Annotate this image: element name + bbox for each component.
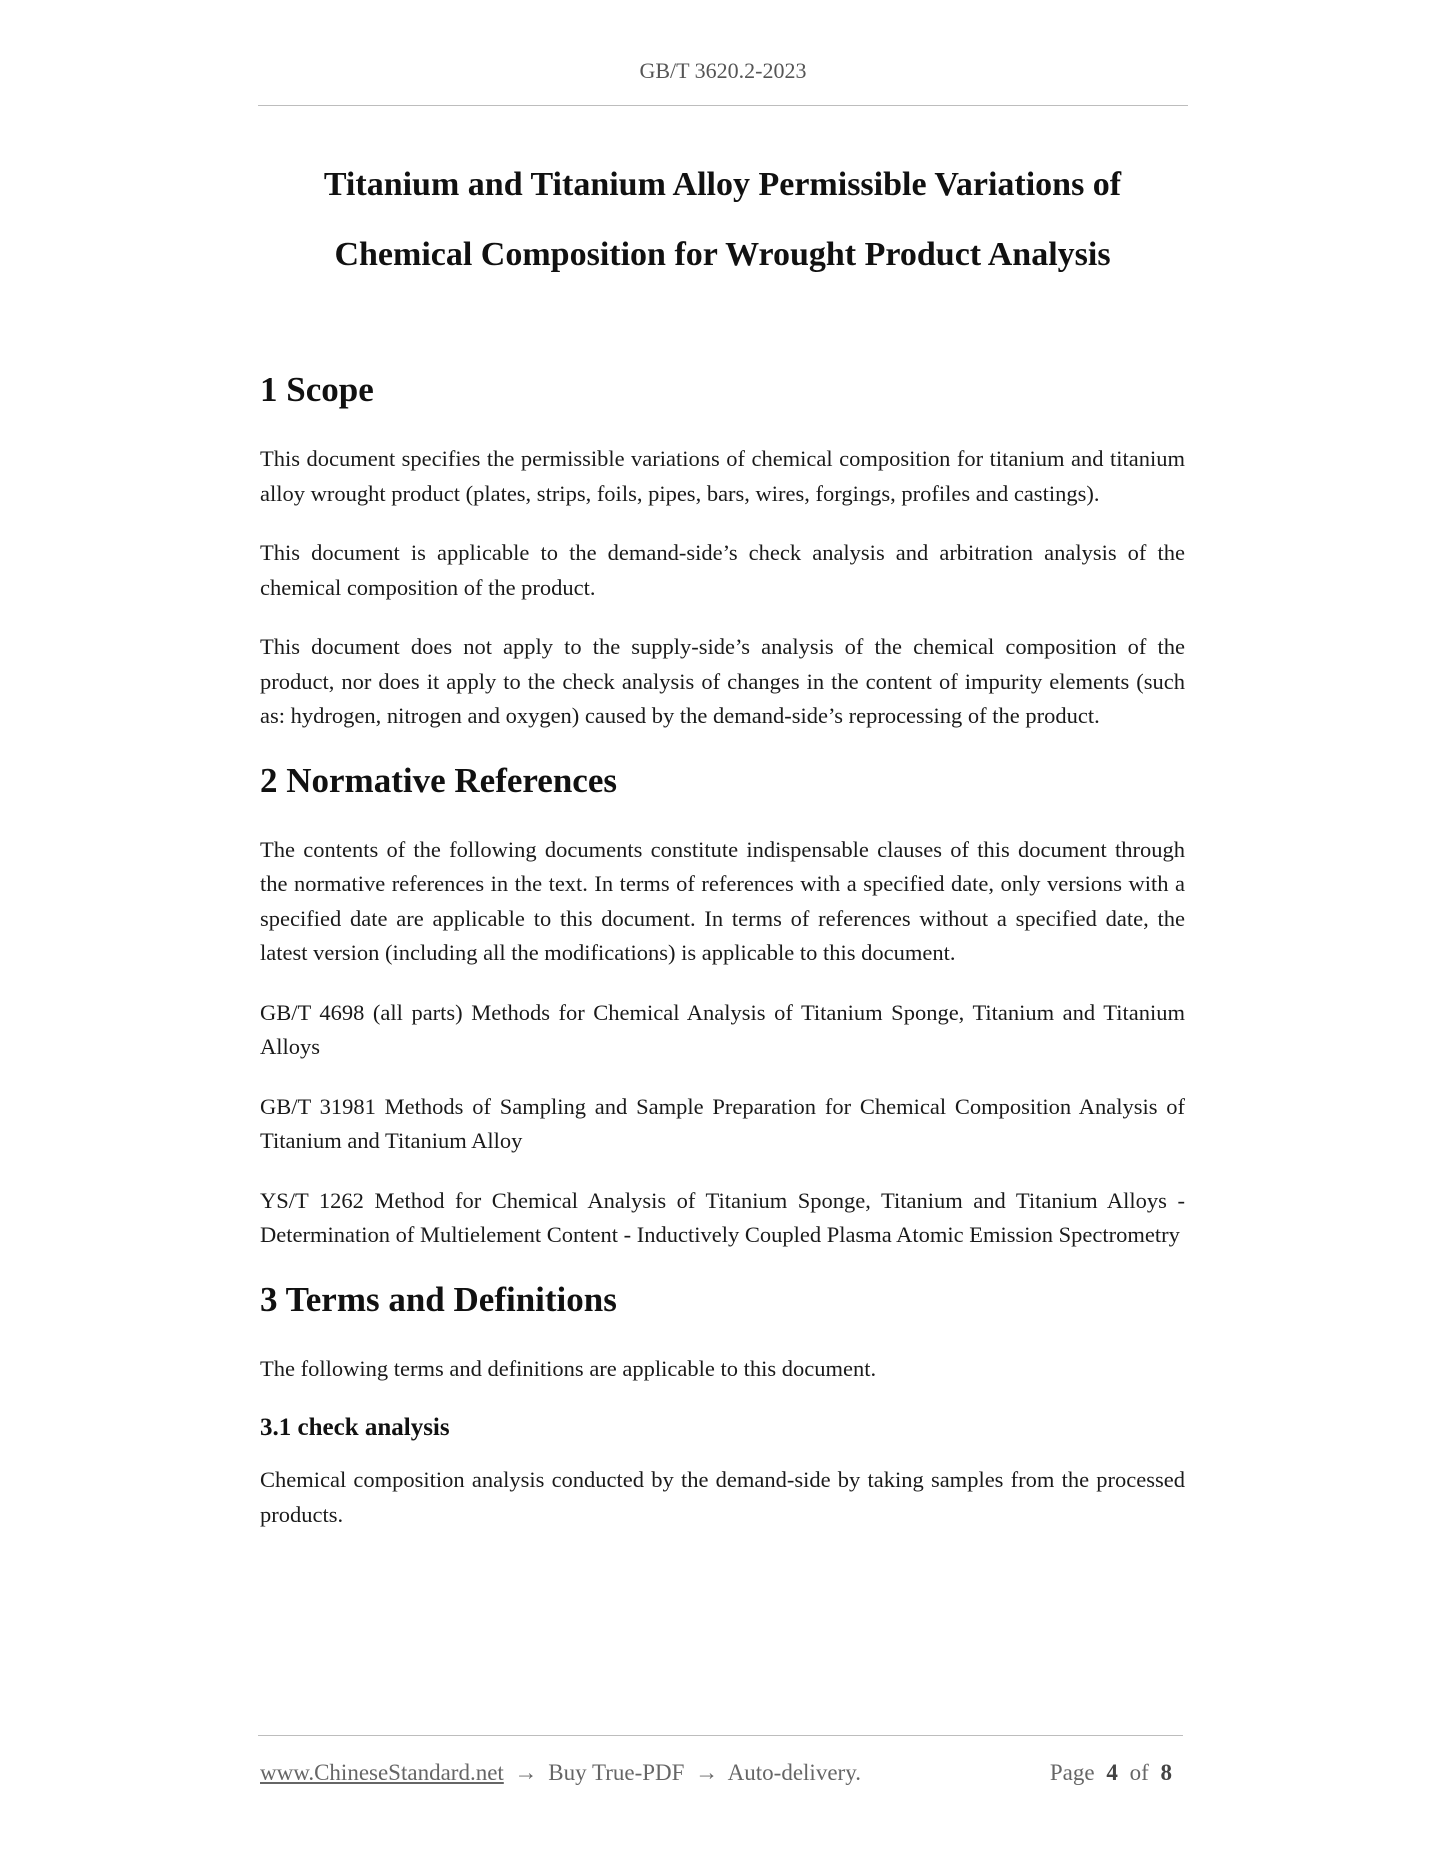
footer-divider: [258, 1735, 1183, 1736]
reference-item: GB/T 4698 (all parts) Methods for Chemical Analysis of Titanium Sponge, Titanium and Titanium Alloys: [260, 999, 1185, 1059]
normative-references-intro: The contents of the following documents constitute indispensable clauses of this document through the normative references in the text. In terms of references with a specified date, only versions with a specified date are applicable to this document. In terms of references without a specified date, the latest version (including all the modifications) is applicable to this document.: [260, 836, 1185, 965]
terms-intro: The following terms and definitions are applicable to this document.: [260, 1355, 877, 1381]
document-title-line-2: Chemical Composition for Wrought Product Analysis: [334, 236, 1111, 273]
of-label: of: [1129, 1760, 1149, 1785]
page-indicator: [1050, 1760, 1178, 1786]
reference-item: GB/T 31981 Methods of Sampling and Sample Preparation for Chemical Composition Analysis of Titanium and Titanium Alloy: [260, 1093, 1185, 1153]
page-label: Page: [1049, 1760, 1095, 1785]
scope-paragraph-2: This document is applicable to the demand-side’s check analysis and arbitration analysis of the chemical composition of the product.: [260, 540, 1185, 600]
scope-paragraph-3: This document does not apply to the supply-side’s analysis of the chemical composition of the product, nor does it apply to the check analysis of changes in the content of impurity elements (such as: hydrogen, nitrogen and oxygen) caused by the demand-side’s reprocessing of the product.: [260, 634, 1185, 728]
arrow-right-icon: →: [695, 1760, 719, 1785]
term-heading-check-analysis: 3.1 check analysis: [260, 1414, 450, 1441]
section-heading-scope: 1 Scope: [260, 370, 374, 409]
buy-true-pdf-text: Buy True-PDF: [548, 1760, 685, 1785]
running-header: GB/T 3620.2-2023: [639, 58, 807, 83]
term-definition-check-analysis: Chemical composition analysis conducted by the demand-side by taking samples from the processed products.: [260, 1467, 1185, 1527]
auto-delivery-text: Auto-delivery.: [727, 1760, 861, 1785]
section-heading-normative-references: 2 Normative References: [260, 760, 617, 800]
reference-item: YS/T 1262 Method for Chemical Analysis of Titanium Sponge, Titanium and Titanium Alloys - Determination of Multielement Content - Inductively Coupled Plasma Atomic Emission Spectrometry: [260, 1187, 1185, 1247]
document-title: [260, 150, 1185, 290]
header-divider: [258, 105, 1188, 106]
document-title-line-1: Titanium and Titanium Alloy Permissible Variations of: [323, 166, 1122, 203]
scope-paragraph-1: This document specifies the permissible variations of chemical composition for titanium and titanium alloy wrought product (plates, strips, foils, pipes, bars, wires, forgings, profiles and castings).: [260, 446, 1185, 506]
website-link[interactable]: www.ChineseStandard.net: [260, 1760, 504, 1785]
current-page-number: 4: [1106, 1760, 1118, 1785]
total-pages-number: 8: [1160, 1760, 1172, 1785]
document-body: [260, 150, 1185, 1557]
arrow-right-icon: →: [514, 1760, 538, 1785]
section-heading-terms-definitions: 3 Terms and Definitions: [260, 1279, 617, 1319]
footer-promo: [260, 1760, 861, 1786]
